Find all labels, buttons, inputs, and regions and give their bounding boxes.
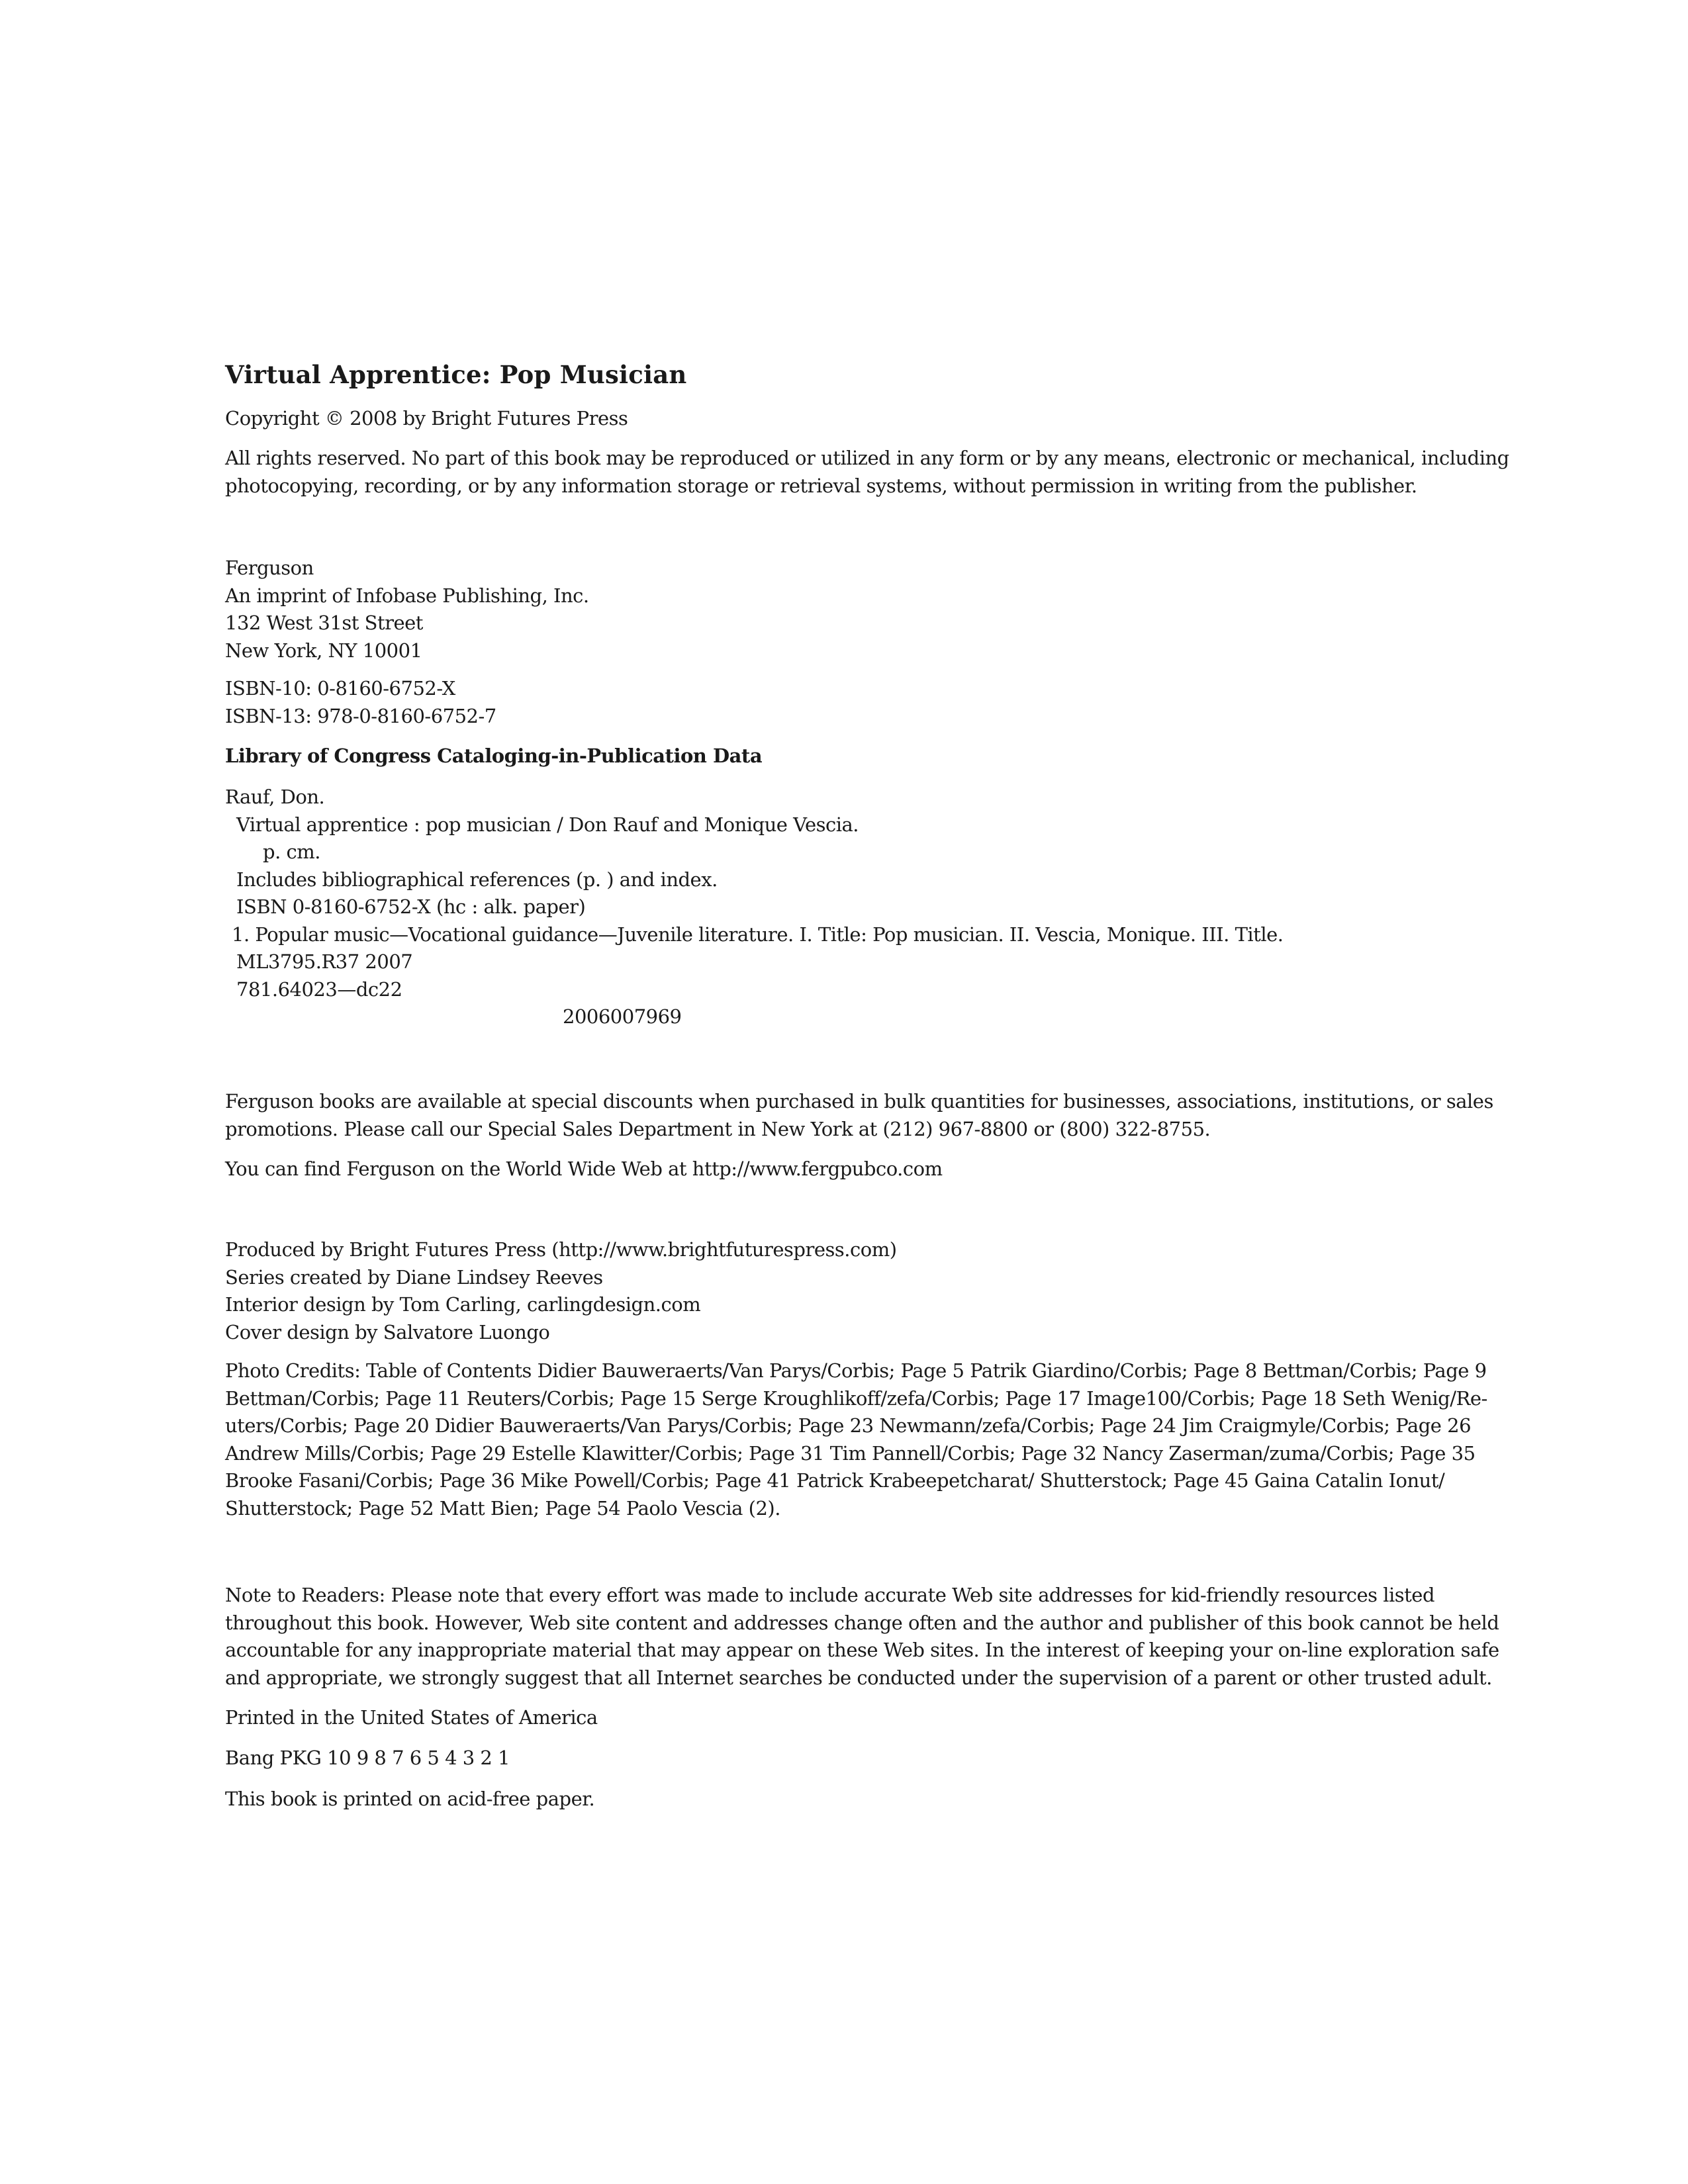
photo-credits-line: Shutterstock; Page 52 Matt Bien; Page 54 Paolo Vescia (2). <box>225 1496 780 1520</box>
isbn-block <box>225 675 1470 730</box>
copyright-text: Copyright © 2008 by Bright Futures Press <box>225 407 628 430</box>
cip-title: Virtual apprentice : pop musician / Don Rauf and Monique Vescia. <box>236 813 859 836</box>
cip-record <box>225 784 1470 1031</box>
publisher-address <box>225 555 1470 664</box>
acid-free-text: This book is printed on acid-free paper. <box>225 1788 595 1810</box>
sales-line-1: Ferguson books are available at special discounts when purchased in bulk quantities for businesses, associations, institutions, or sales <box>225 1090 1493 1113</box>
note-line: throughout this book. However, Web site content and addresses change often and the author and publisher of this book cannot be held <box>225 1611 1499 1634</box>
publisher-street: 132 West 31st Street <box>225 612 423 634</box>
photo-credits-line: Bettman/Corbis; Page 11 Reuters/Corbis; Page 15 Serge Kroughlikoff/zefa/Corbis; Page 17 Image100/Corbis; Page 18 Seth Wenig/Re- <box>225 1387 1487 1410</box>
cip-pages: p. cm. <box>263 841 320 863</box>
cip-heading-text: Library of Congress Cataloging-in-Publication Data <box>225 745 763 767</box>
note-line: Note to Readers: Please note that every effort was made to include accurate Web site addresses for kid-friendly resources listed <box>225 1584 1435 1606</box>
book-title: Virtual Apprentice: Pop Musician <box>225 360 687 389</box>
web-text: You can find Ferguson on the World Wide Web at http://www.fergpubco.com <box>225 1158 943 1180</box>
cover-design: Cover design by Salvatore Luongo <box>225 1320 550 1343</box>
printing-line <box>225 1745 1470 1772</box>
printed-in <box>225 1704 1470 1732</box>
rights-paragraph <box>225 445 1509 500</box>
photo-credits-line: Andrew Mills/Corbis; Page 29 Estelle Klawitter/Corbis; Page 31 Tim Pannell/Corbis; Page 32 Nancy Zaserman/zuma/Corbis; Page 35 <box>225 1441 1476 1465</box>
publisher-city: New York, NY 10001 <box>225 639 422 662</box>
cip-lccn: 2006007969 <box>563 1005 682 1028</box>
cip-dewey: 781.64023—dc22 <box>236 978 402 1001</box>
photo-credits-line: Brooke Fasani/Corbis; Page 36 Mike Powell/Corbis; Page 41 Patrick Krabeepetcharat/ Shutterstock; Page 45 Gaina Catalin Ionut/ <box>225 1469 1445 1492</box>
cip-subjects: 1. Popular music—Vocational guidance—Juvenile literature. I. Title: Pop musician. II. Vescia, Monique. III. Title. <box>232 923 1284 946</box>
interior-design: Interior design by Tom Carling, carlingdesign.com <box>225 1293 701 1316</box>
rights-line-1: All rights reserved. No part of this book may be reproduced or utilized in any form or by any means, electronic or mechanical, including <box>225 447 1509 469</box>
cip-lc-class: ML3795.R37 2007 <box>236 950 413 973</box>
cip-heading <box>225 743 1470 770</box>
publisher-imprint: An imprint of Infobase Publishing, Inc. <box>225 584 589 607</box>
sales-line-2: promotions. Please call our Special Sales Department in New York at (212) 967-8800 or (800) 322-8755. <box>225 1117 1211 1140</box>
note-line: and appropriate, we strongly suggest that all Internet searches be conducted under the supervision of a parent or other trusted adult. <box>225 1666 1492 1689</box>
rights-line-2: photocopying, recording, or by any information storage or retrieval systems, without permission in writing from the publisher. <box>225 474 1417 497</box>
acid-free-note <box>225 1786 1470 1813</box>
series-created-by: Series created by Diane Lindsey Reeves <box>225 1265 603 1289</box>
isbn-13: ISBN-13: 978-0-8160-6752-7 <box>225 704 496 727</box>
cip-isbn: ISBN 0-8160-6752-X (hc : alk. paper) <box>236 895 586 918</box>
note-line: accountable for any inappropriate material that may appear on these Web sites. In the interest of keeping your on-line exploration safe <box>225 1639 1499 1661</box>
cip-author: Rauf, Don. <box>225 786 325 808</box>
sales-paragraph <box>225 1088 1493 1143</box>
publisher-name: Ferguson <box>225 557 314 579</box>
photo-credits-line: uters/Corbis; Page 20 Didier Bauweraerts/Van Parys/Corbis; Page 23 Newmann/zefa/Corbis; Page 24 Jim Craigmyle/Corbis; Page 26 <box>225 1414 1472 1437</box>
printing-line-text: Bang PKG 10 9 8 7 6 5 4 3 2 1 <box>225 1747 510 1769</box>
web-line <box>225 1156 1470 1183</box>
produced-by: Produced by Bright Futures Press (http://www.brightfuturespress.com) <box>225 1238 897 1261</box>
isbn-10: ISBN-10: 0-8160-6752-X <box>225 677 455 700</box>
note-to-readers <box>225 1582 1499 1692</box>
copyright-line <box>225 405 1470 433</box>
production-credits <box>225 1236 1470 1346</box>
printed-in-text: Printed in the United States of America <box>225 1706 598 1729</box>
cip-includes: Includes bibliographical references (p. ) and index. <box>236 868 718 891</box>
photo-credits-line: Photo Credits: Table of Contents Didier Bauweraerts/Van Parys/Corbis; Page 5 Patrik Giardino/Corbis; Page 8 Bettman/Corbis; Page 9 <box>225 1359 1487 1382</box>
photo-credits <box>225 1357 1487 1522</box>
